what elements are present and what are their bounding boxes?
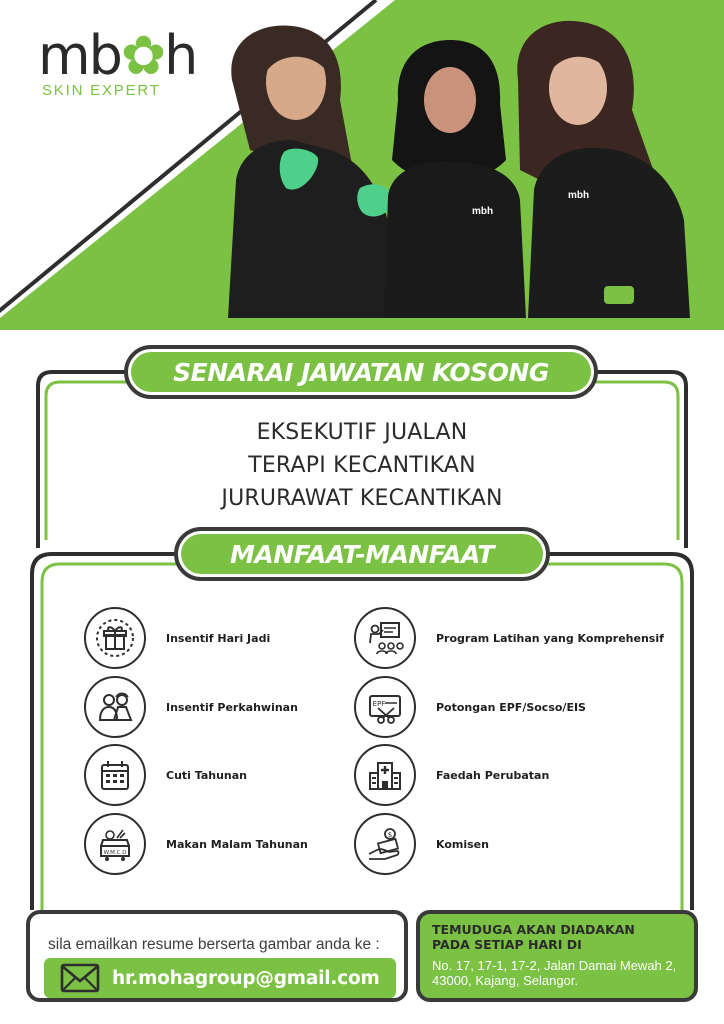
benefit-birthday xyxy=(84,607,270,669)
svg-text:$: $ xyxy=(387,831,393,839)
vacancy-title: SENARAI JAWATAN KOSONG xyxy=(173,357,549,387)
hospital-icon xyxy=(354,744,416,806)
interview-box xyxy=(416,910,698,1002)
benefits-title-pill xyxy=(174,527,550,581)
svg-text:mbh: mbh xyxy=(568,190,590,201)
benefits-title: MANFAAT-MANFAAT xyxy=(230,539,494,569)
address-line2: 43000, Kajang, Selangor. xyxy=(432,973,579,988)
benefit-label: Makan Malam Tahunan xyxy=(166,837,308,851)
epf-card-icon xyxy=(354,676,416,738)
interview-title-line1: TEMUDUGA AKAN DIADAKAN xyxy=(432,922,635,937)
benefit-label: Program Latihan yang Komprehensif xyxy=(436,631,664,645)
interview-title-line2: PADA SETIAP HARI DI xyxy=(432,937,582,952)
benefit-label: Komisen xyxy=(436,837,489,851)
benefit-wedding xyxy=(84,676,298,738)
svg-text:mbh: mbh xyxy=(472,206,494,217)
benefit-label: Potongan EPF/Socso/EIS xyxy=(436,700,586,714)
benefit-label: Faedah Perubatan xyxy=(436,768,550,782)
email-bar xyxy=(44,958,396,998)
bride-groom-icon xyxy=(84,676,146,738)
job-item: TERAPI KECANTIKAN xyxy=(248,453,476,478)
dinner-cart-icon xyxy=(84,813,146,875)
benefit-commission xyxy=(354,813,489,875)
calendar-icon xyxy=(84,744,146,806)
envelope-icon xyxy=(60,963,100,993)
vacancy-title-pill xyxy=(124,345,598,399)
dinner-icon-label: W.M.C.D xyxy=(103,850,127,856)
interview-address xyxy=(432,958,694,988)
epf-icon-label: EPF xyxy=(372,700,386,708)
benefit-label: Insentif Hari Jadi xyxy=(166,631,271,645)
benefit-label: Insentif Perkahwinan xyxy=(166,700,298,714)
benefit-medical xyxy=(354,744,549,806)
logo-tagline: SKIN EXPERT xyxy=(42,82,161,99)
benefit-annual-leave xyxy=(84,744,247,806)
training-icon xyxy=(354,607,416,669)
benefit-annual-dinner xyxy=(84,813,308,875)
benefit-training xyxy=(354,607,664,669)
job-item: JURURAWAT KECANTIKAN xyxy=(221,486,503,511)
logo-wordmark: mb✿h xyxy=(38,24,197,87)
clover-icon: ✿ xyxy=(120,24,165,87)
gift-icon xyxy=(84,607,146,669)
contact-instruction: sila emailkan resume berserta gambar anda ke : xyxy=(48,936,380,953)
money-hand-icon xyxy=(354,813,416,875)
address-line1: No. 17, 17-1, 17-2, Jalan Damai Mewah 2, xyxy=(432,958,677,973)
job-list xyxy=(0,416,724,515)
benefit-label: Cuti Tahunan xyxy=(166,768,248,782)
email-address[interactable]: hr.mohagroup@gmail.com xyxy=(112,967,380,989)
benefit-epf xyxy=(354,676,586,738)
contact-box xyxy=(26,910,408,1002)
job-item: EKSEKUTIF JUALAN xyxy=(256,420,468,445)
